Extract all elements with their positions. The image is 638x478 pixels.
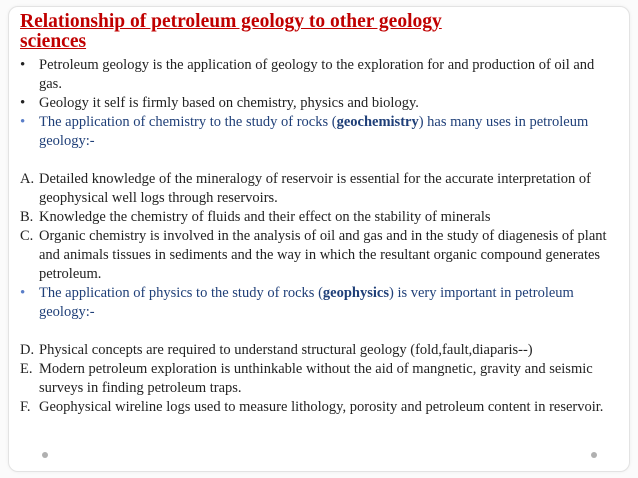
- text-part: The application of chemistry to the study of rocks (: [39, 114, 337, 130]
- bullet-item: [20, 56, 614, 94]
- bullet-icon: •: [20, 95, 26, 111]
- text-part: ) is very important in petroleum geology:-: [39, 285, 574, 320]
- bullet-text: [39, 285, 574, 320]
- spacer: [20, 322, 614, 341]
- list-item: [20, 208, 614, 227]
- bullet-icon: •: [20, 114, 26, 130]
- list-text: Physical concepts are required to understand structural geology (fold,fault,diaparis--): [39, 342, 533, 358]
- bullet-icon: •: [20, 285, 26, 301]
- bullet-text: Petroleum geology is the application of geology to the exploration for and production of oil and gas.: [39, 57, 595, 92]
- bullet-text: [39, 114, 588, 149]
- bullet-item-chemistry: [20, 113, 614, 151]
- list-item: [20, 341, 614, 360]
- list-marker: E.: [20, 361, 33, 377]
- list-marker: F.: [20, 399, 31, 415]
- slide-body: [20, 56, 614, 417]
- bullet-text: Geology it self is firmly based on chemistry, physics and biology.: [39, 95, 419, 111]
- decorative-dot-icon: [591, 452, 597, 458]
- list-text: Detailed knowledge of the mineralogy of reservoir is essential for the accurate interpretation of geophysical well logs through reservoirs.: [39, 171, 591, 206]
- list-text: Geophysical wireline logs used to measure lithology, porosity and petroleum content in reservoir.: [39, 399, 604, 415]
- keyword-geophysics: geophysics: [322, 285, 389, 301]
- bullet-item-physics: [20, 284, 614, 322]
- list-item: [20, 170, 614, 208]
- keyword-geochemistry: geochemistry: [336, 114, 419, 130]
- list-item: [20, 227, 614, 284]
- list-marker: B.: [20, 209, 34, 225]
- list-marker: C.: [20, 228, 34, 244]
- list-text: Organic chemistry is involved in the analysis of oil and gas and in the study of diagenesis of plant and animals tissues in sediments and the way in which the resultant organic compound generates petroleum.: [39, 228, 607, 282]
- slide-title: Relationship of petroleum geology to other geology sciences: [20, 11, 442, 52]
- list-text: Modern petroleum exploration is unthinkable without the aid of mangnetic, gravity and seismic surveys in finding petroleum traps.: [39, 361, 593, 396]
- text-part: The application of physics to the study of rocks (: [39, 285, 323, 301]
- spacer: [20, 151, 614, 170]
- bullet-icon: •: [20, 57, 26, 73]
- bullet-item: [20, 94, 614, 113]
- list-item: [20, 360, 614, 398]
- decorative-dot-icon: [42, 452, 48, 458]
- list-item: [20, 398, 614, 417]
- list-marker: A.: [20, 171, 35, 187]
- list-marker: D.: [20, 342, 35, 358]
- text-part: ) has many uses in petroleum geology:-: [39, 114, 589, 149]
- list-text: Knowledge the chemistry of fluids and their effect on the stability of minerals: [39, 209, 491, 225]
